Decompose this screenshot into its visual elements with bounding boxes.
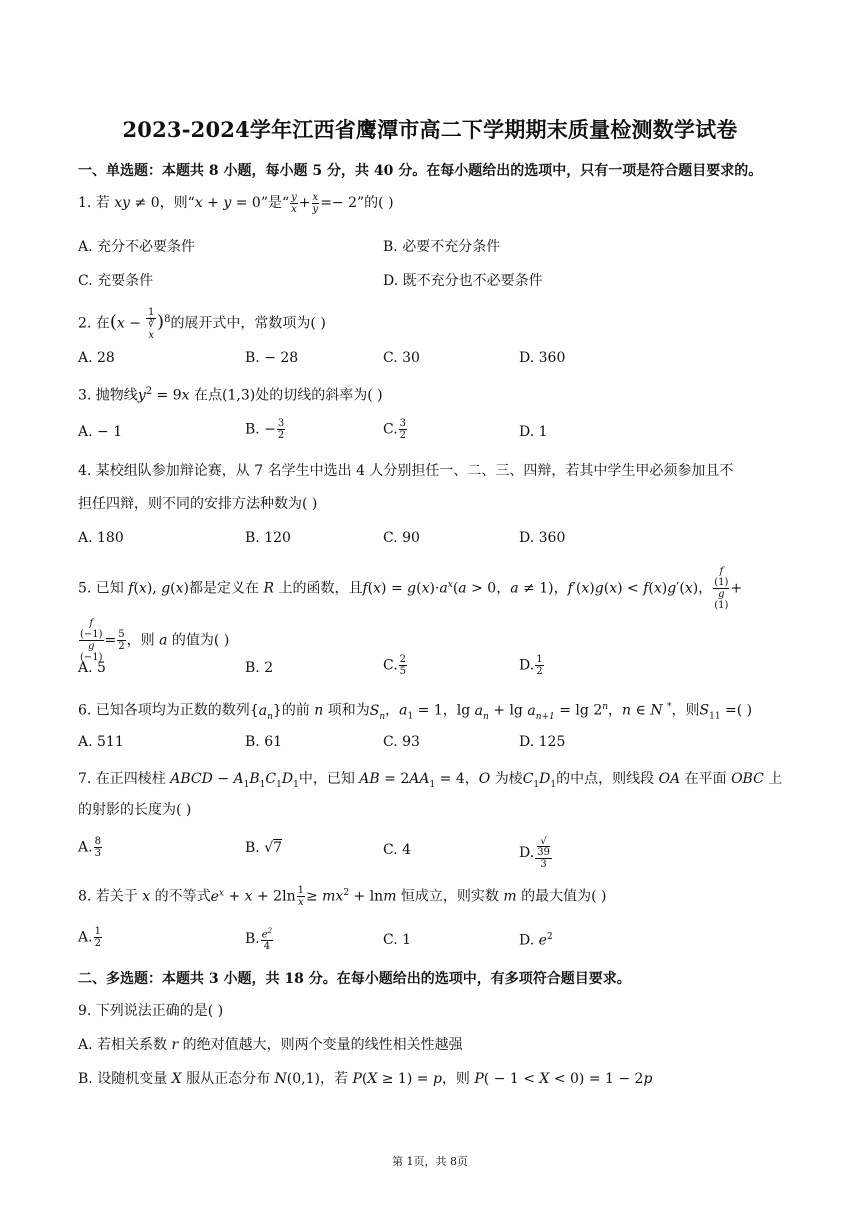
section-multiple-choice: 二、多选题：本题共 3 小题，共 18 分。在每小题给出的选项中，有多项符合题目要求。 [78,971,631,987]
question-3: 3. 抛物线$y^2 = 9x$ 在点(1,3)处的切线的斜率为( ) [78,386,383,404]
q3-option-c[interactable]: C. $\frac{3}{2}$ [383,418,407,441]
q5-option-a[interactable]: A. 5 [78,660,106,676]
q7-option-d[interactable]: D. √ 39 3 [519,836,550,870]
q2-option-c[interactable]: C. 30 [383,350,420,366]
q9-option-a[interactable]: A. 若相关系数 r 的绝对值越大，则两个变量的线性相关性越强 [78,1037,463,1053]
q8-option-b[interactable]: B. $\frac{e^2}{4}$ [245,927,273,953]
question-6: 6. 已知各项均为正数的数列$\{a_n\}$的前 n 项和为$S_n$，$a_1 = 1$，$\lg a_n + \lg a_{n+1} = \lg 2^n$，n ∈ N *，则$S_{11}$ =( ) [78,702,753,722]
q1-option-c[interactable]: C. 充要条件 [78,273,154,289]
question-5-line-2: f (−1) g (−1) = $\frac{5}{2}$ ，则 a 的值为( ) [80,618,230,663]
q6-option-a[interactable]: A. 511 [78,734,124,750]
q2-option-b[interactable]: B. − 28 [245,350,299,366]
section-single-choice: 一、单选题：本题共 8 小题，每小题 5 分，共 40 分。在每小题给出的选项中，只有一项是符合题目要求的。 [78,163,763,179]
q3-option-d[interactable]: D. 1 [519,424,548,440]
q3-option-a[interactable]: A. − 1 [78,424,123,440]
page-title: 2023-2024学年江西省鹰潭市高二下学期期末质量检测数学试卷 [122,117,738,142]
question-7-line-2: 的射影的长度为( ) [78,802,192,818]
q2-option-d[interactable]: D. 360 [519,350,566,366]
q7-option-c[interactable]: C. 4 [383,842,412,858]
question-1: 1. 若 xy ≠ 0，则“x + y = 0”是“ $\frac{y}{x}$ + $\frac{x}{y}$ =− 2”的( ) [78,191,394,215]
q5-option-d[interactable]: D. $\frac{1}{2}$ [519,654,543,677]
question-7-line-1: 7. 在正四棱柱 ABCD − $A_1B_1C_1D_1$中，已知 AB = $2AA_1 = 4$，O 为棱$C_1D_1$的中点，则线段 OA 在平面 OBC 上 [78,771,783,790]
q2-option-a[interactable]: A. 28 [78,350,115,366]
q5-option-c[interactable]: C. $\frac{2}{5}$ [383,654,407,677]
q5-option-b[interactable]: B. 2 [245,660,274,676]
question-2: 2. 在(x − 1 ∛ x )$^8$的展开式中，常数项为( ) [78,306,326,341]
q9-option-b[interactable]: B. 设随机变量 X 服从正态分布 N(0,1)，若 P(X ≥ 1) = p，则 P( − 1 < X < 0) = 1 − 2p [78,1071,653,1087]
q8-option-d[interactable]: D. $e^2$ [519,932,553,949]
q4-option-c[interactable]: C. 90 [383,530,420,546]
q3-option-b[interactable]: B. − $\frac{3}{2}$ [245,418,285,441]
q4-option-d[interactable]: D. 360 [519,530,566,546]
question-5-line-1: 5. 已知 f(x), g(x)都是定义在 R 上的函数，且$f(x) = g(x)\cdot a^x(a > 0$，a ≠ 1)，f′(x)g(x) < f(x)g′(x)， f (1) g (1) + [78,566,743,611]
q6-option-d[interactable]: D. 125 [519,734,566,750]
q1-option-b[interactable]: B. 必要不充分条件 [383,239,501,255]
q4-option-a[interactable]: A. 180 [78,530,124,546]
q1-option-d[interactable]: D. 既不充分也不必要条件 [383,273,543,289]
q8-option-c[interactable]: C. 1 [383,932,412,948]
q8-option-a[interactable]: A. $\frac{1}{2}$ [78,926,101,949]
question-4-line-1: 4. 某校组队参加辩论赛，从 7 名学生中选出 4 人分别担任一、二、三、四辩，若其中学生甲必须参加且不 [78,463,734,479]
page-footer: 第 1页，共 8页 [392,1155,468,1168]
question-8: 8. 若关于 x 的不等式$e^x + x + 2\ln$ $\frac{1}{x}$ ≥ $mx^2 + \ln m$ 恒成立，则实数 m 的最大值为( ) [78,885,607,909]
q7-option-a[interactable]: A. $\frac{8}{3}$ [78,836,101,859]
question-4-line-2: 担任四辩，则不同的安排方法种数为( ) [78,496,318,512]
q6-option-c[interactable]: C. 93 [383,734,420,750]
q1-option-a[interactable]: A. 充分不必要条件 [78,239,196,255]
q4-option-b[interactable]: B. 120 [245,530,291,546]
q6-option-b[interactable]: B. 61 [245,734,283,750]
q7-option-b[interactable]: B. √7 [245,840,283,856]
question-9: 9. 下列说法正确的是( ) [78,1003,224,1019]
